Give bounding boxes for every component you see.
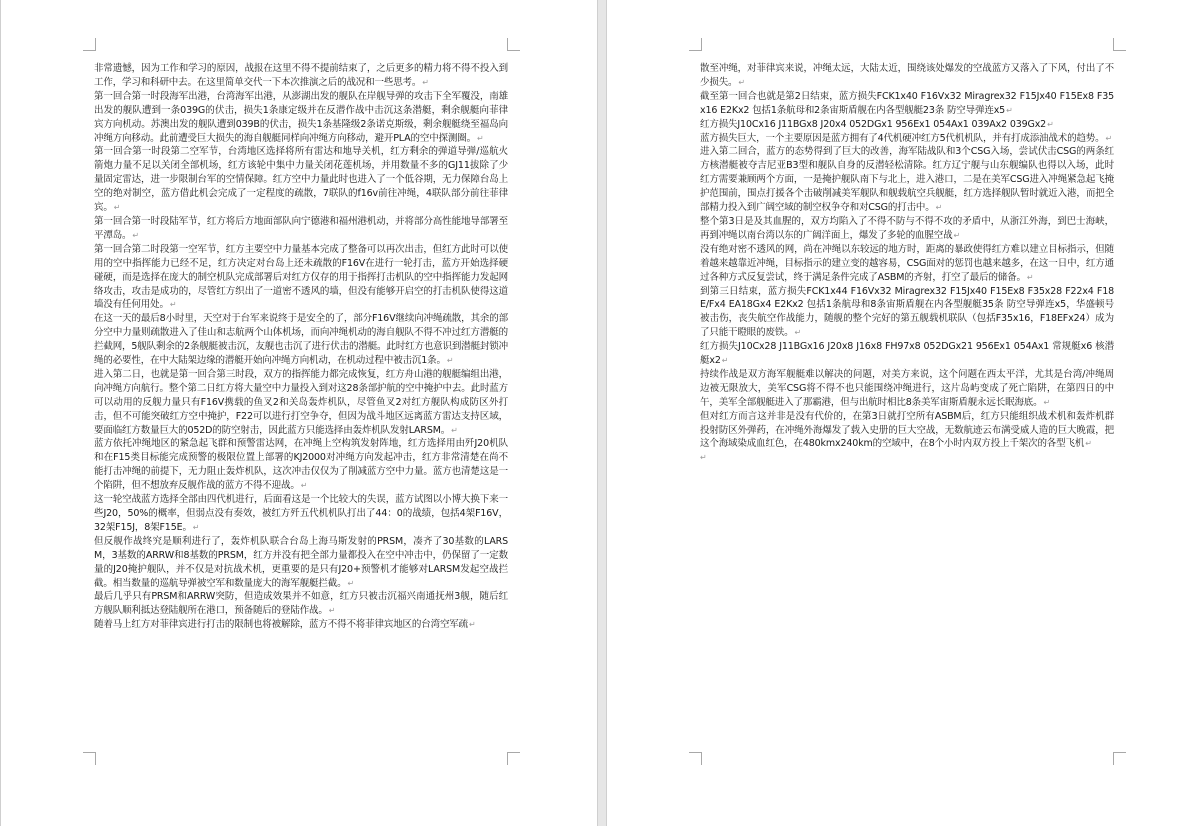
paragraph: 最后几乎只有PRSM和ARRW突防，但造成效果并不如意，红方只被击沉福兴南通抚州3舰，随后红方舰队顺利抵达登陆舰所在港口，预备随后的登陆作战。 ↵ xyxy=(94,590,508,618)
paragraph: 但对红方而言这并非是没有代价的，在第3日就打空所有ASBM后，红方只能组织战术机和轰炸机群投射防区外弹药，在冲绳外海爆发了载入史册的巨大空战，无数航迹云布满受威人造的巨大晚霞，把这个海域染成血红色，在480kmx240km的空域中，在8个小时内双方投上千架次的各型飞机 ↵ xyxy=(700,410,1114,452)
paragraph: 红方损失J10Cx28 J11BGx16 J20x8 J16x8 FH97x8 052DGx21 956Ex1 054Ax1 常规艇x6 核潜艇x2 ↵ xyxy=(700,340,1114,368)
paragraph: 第一回合第二时段第一空军节，红方主要空中力量基本完成了整备可以再次出击，但红方此时可以使用的空中指挥能力已经不足，红方决定对台岛上还未疏散的F16V在进行一轮打击，蓝方开始选择硬碰硬，而是选择在庞大的制空机队完成部署后对红方仅存的用于指挥打击机队的空中指挥能力发起网络攻击，攻击是成功的，尽管红方织出了一道密不透风的墙，但没有能够开启空的打击机队使得这道墙没有任何用处。 ↵ xyxy=(94,243,508,313)
paragraph: 蓝方损失巨大，一个主要原因是蓝方拥有了4代机硬冲红方5代机机队，并有打成添油战术的趋势。 ↵ xyxy=(700,132,1114,146)
paragraph: 第一回合第一时段第二空军节，台湾地区选择将所有雷达和地导关机，红方剩余的弹道导弹/巡航火箭炮力量不足以关闭全部机场，红方该轮中集中力量关闭花莲机场，并用数量不多的GJ11拔除了少量固定雷达，进一步限制台军的空情保障。红方空中力量此时也进入了一个低谷期，无力保障台岛上空的绝对制空，蓝方借此机会完成了一定程度的疏散，7联队的f16v前往冲绳，4联队部分前往菲律宾。 ↵ xyxy=(94,145,508,215)
margin-crop-mark xyxy=(83,752,96,765)
paragraph: 散至冲绳，对菲律宾来说，冲绳太远，大陆太近，围绕该处爆发的空战蓝方又落入了下风，付出了不少损失。 ↵ xyxy=(700,62,1114,90)
paragraph: 第一回合第一时段海军出港，台湾海军出港，从澎湖出发的舰队在岸舰导弹的攻击下全军覆没，南雄出发的舰队遭到一条039G的伏击，损失1条康定级并在反潜作战中击沉这条潜艇，剩余舰艇向菲律宾方向机动。苏澳出发的舰队遭到039B的伏击，损失1条基隆级2条诺克斯级，剩余舰艇绕至福岛向冲绳方向移动。此前遭受巨大损失的海自舰艇同样向冲绳方向移动，避开PLA的空中探测圈。 ↵ xyxy=(94,90,508,146)
paragraph: 非常遗憾，因为工作和学习的原因，战报在这里不得不提前结束了，之后更多的精力将不得不投入到工作，学习和科研中去。在这里简单交代一下本次推演之后的战况和一些思考。 ↵ xyxy=(94,62,508,90)
margin-crop-mark xyxy=(507,752,520,765)
paragraph: 整个第3日是及其血腥的，双方均陷入了不得不防与不得不攻的矛盾中，从浙江外海，到巴士海峡，再到冲绳以南台湾以东的广阔洋面上，爆发了多轮的血腥空战 ↵ xyxy=(700,215,1114,243)
paragraph: 进入第二日，也就是第一回合第三时段，双方的指挥能力都完成恢复，红方舟山港的舰艇编组出港，向冲绳方向航行。整个第二日红方将大量空中力量投入到对这28条部护航的空中掩护中去。此时蓝方可以动用的反舰力量只有F16V携载的鱼叉2和关岛轰炸机队，尽管鱼叉2对红方舰队构成防区外打击，但不可能突破红方空中掩护，F22可以进行打空争夺，但因为战斗地区远离蓝方雷达支持区域，要面临红方数量巨大的052D的防空射击，因此蓝方只能选择由轰炸机队发射LARSM。 ↵ xyxy=(94,368,508,438)
margin-crop-mark xyxy=(83,38,96,51)
paragraph: 到第三日结束，蓝方损失FCK1x44 F16Vx32 Miragrex32 F15Jx40 F15Ex8 F35x28 F22x4 F18E/Fx4 EA18Gx4 E2Kx2 包括1条航母和8条宙斯盾舰在内各型舰艇35条 防空导弹连x5，华盛顿号被击伤，丧失航空作战能力，随舰的整个完好的第五舰载机联队（包括F35x16，F18EFx24）成为了只能干瞪眼的废铁。 ↵ xyxy=(700,285,1114,341)
empty-paragraph xyxy=(700,451,1114,465)
document-page-2 xyxy=(606,0,1200,826)
paragraph: 截至第一回合也就是第2日结束，蓝方损失FCK1x40 F16Vx32 Miragrex32 F15Jx40 F15Ex8 F35x16 E2Kx2 包括1条航母和2条宙斯盾舰在内各型舰艇23条 防空导弹连x5 ↵ xyxy=(700,90,1114,118)
margin-crop-mark xyxy=(1113,38,1126,51)
margin-crop-mark xyxy=(507,38,520,51)
paragraph: 这一轮空战蓝方选择全部由四代机进行，后面看这是一个比较大的失误，蓝方试图以小博大换下来一些J20，50%的概率，但弱点没有奏效，被红方歼五代机机队打出了44：0的战绩，包括4架F16V，32架F15J，8架F15E。 ↵ xyxy=(94,493,508,535)
paragraph: 蓝方依托冲绳地区的紧急起飞群和预警雷达网，在冲绳上空构筑发射阵地，红方选择用由歼J20机队和在F15类目标能完成预警的极限位置上部署的KJ2000对冲绳方向发起冲击，红方非常清楚在尚不能打击冲绳的前提下，无力阻止轰炸机队，这次冲击仅仅为了削减蓝方空中力量。蓝方也清楚这是一个陷阱，但不想放弃反舰作战的蓝方不得不迎战。 ↵ xyxy=(94,437,508,493)
paragraph: 随着马上红方对菲律宾进行打击的限制也将被解除，蓝方不得不将菲律宾地区的台湾空军疏 ↵ xyxy=(94,618,508,632)
paragraph: 进入第二回合，蓝方的态势得到了巨大的改善，海军陆战队和3个CSG入场，尝试伏击CSG的两条红方核潜艇被夺吉尼亚B3型和舰队自身的反潜轻松清除。红方辽宁舰与山东舰编队也得以入场，此时红方需要兼顾两个方面，一是掩护舰队南下与北上，进入港口，二是在美军CSG进入冲绳紧急起飞掩护范围前，围点打援各个击破削减美军舰队和舰载航空兵舰艇，红方选择舰队暂时就近入港，而把全部精力投入到广阔空域的制空权争夺和对CSG的打击中。 ↵ xyxy=(700,145,1114,215)
paragraph: 但反舰作战终究是顺利进行了，轰炸机队联合台岛上海马斯发射的PRSM，凑齐了30基数的LARSM，3基数的ARRW和8基数的PRSM，红方并没有把全部力量都投入在空中冲击中，仍保留了一定数量的J20掩护舰队，并不仅是对抗战术机，更重要的是只有J20+预警机才能够对LARSM发起空战拦截。相当数量的巡航导弹被空军和数量庞大的海军舰艇拦截。 ↵ xyxy=(94,535,508,591)
paragraph: 没有绝对密不透风的网，尚在冲绳以东较远的地方时，距离的暴政使得红方难以建立目标指示，但随着越来越靠近冲绳，目标指示的建立变的越容易，CSG面对的惩罚也越来越多，在这一日中，红方通过各种方式反复尝试，终于满足条件完成了ASBM的齐射，打空了最后的储备。 ↵ xyxy=(700,243,1114,285)
paragraph: 第一回合第一时段陆军节，红方将后方地面部队向宁德港和福州港机动，并将部分高性能地导部署至平潭岛。 ↵ xyxy=(94,215,508,243)
margin-crop-mark xyxy=(689,752,702,765)
paragraph: 持续作战是双方海军舰艇难以解决的问题，对美方来说，这个问题在西太平洋，尤其是台湾/冲绳周边被无限放大，美军CSG将不得不也只能围绕冲绳进行，这片岛屿变成了死亡陷阱，在第四日的中午，美军全部舰艇进入了那霸港，但与出航时相比8条美军宙斯盾舰永远长眠海底。 ↵ xyxy=(700,368,1114,410)
margin-crop-mark xyxy=(689,38,702,51)
document-page-1 xyxy=(0,0,598,826)
paragraph: 红方损失J10Cx16 J11BGx8 J20x4 052DGx1 956Ex1 054Ax1 039Ax2 039Gx2 ↵ xyxy=(700,118,1114,132)
margin-crop-mark xyxy=(1113,752,1126,765)
page-body[interactable] xyxy=(94,62,508,632)
page-body[interactable] xyxy=(700,62,1114,465)
paragraph: 在这一天的最后8小时里，天空对于台军来说终于是安全的了，部分F16V继续向冲绳疏散，其余的部分空中力量则疏散进入了佳山和志航两个山体机场，而向冲绳机动的海自舰队不得不冲过红方潜艇的拦截网，5舰队剩余的2条舰艇被击沉，友舰也击沉了进行伏击的潜艇。此时红方也意识到潜艇封锁冲绳的必要性，在中大陆架边缘的潜艇开始向冲绳方向机动，在机动过程中被击沉1条。 ↵ xyxy=(94,312,508,368)
